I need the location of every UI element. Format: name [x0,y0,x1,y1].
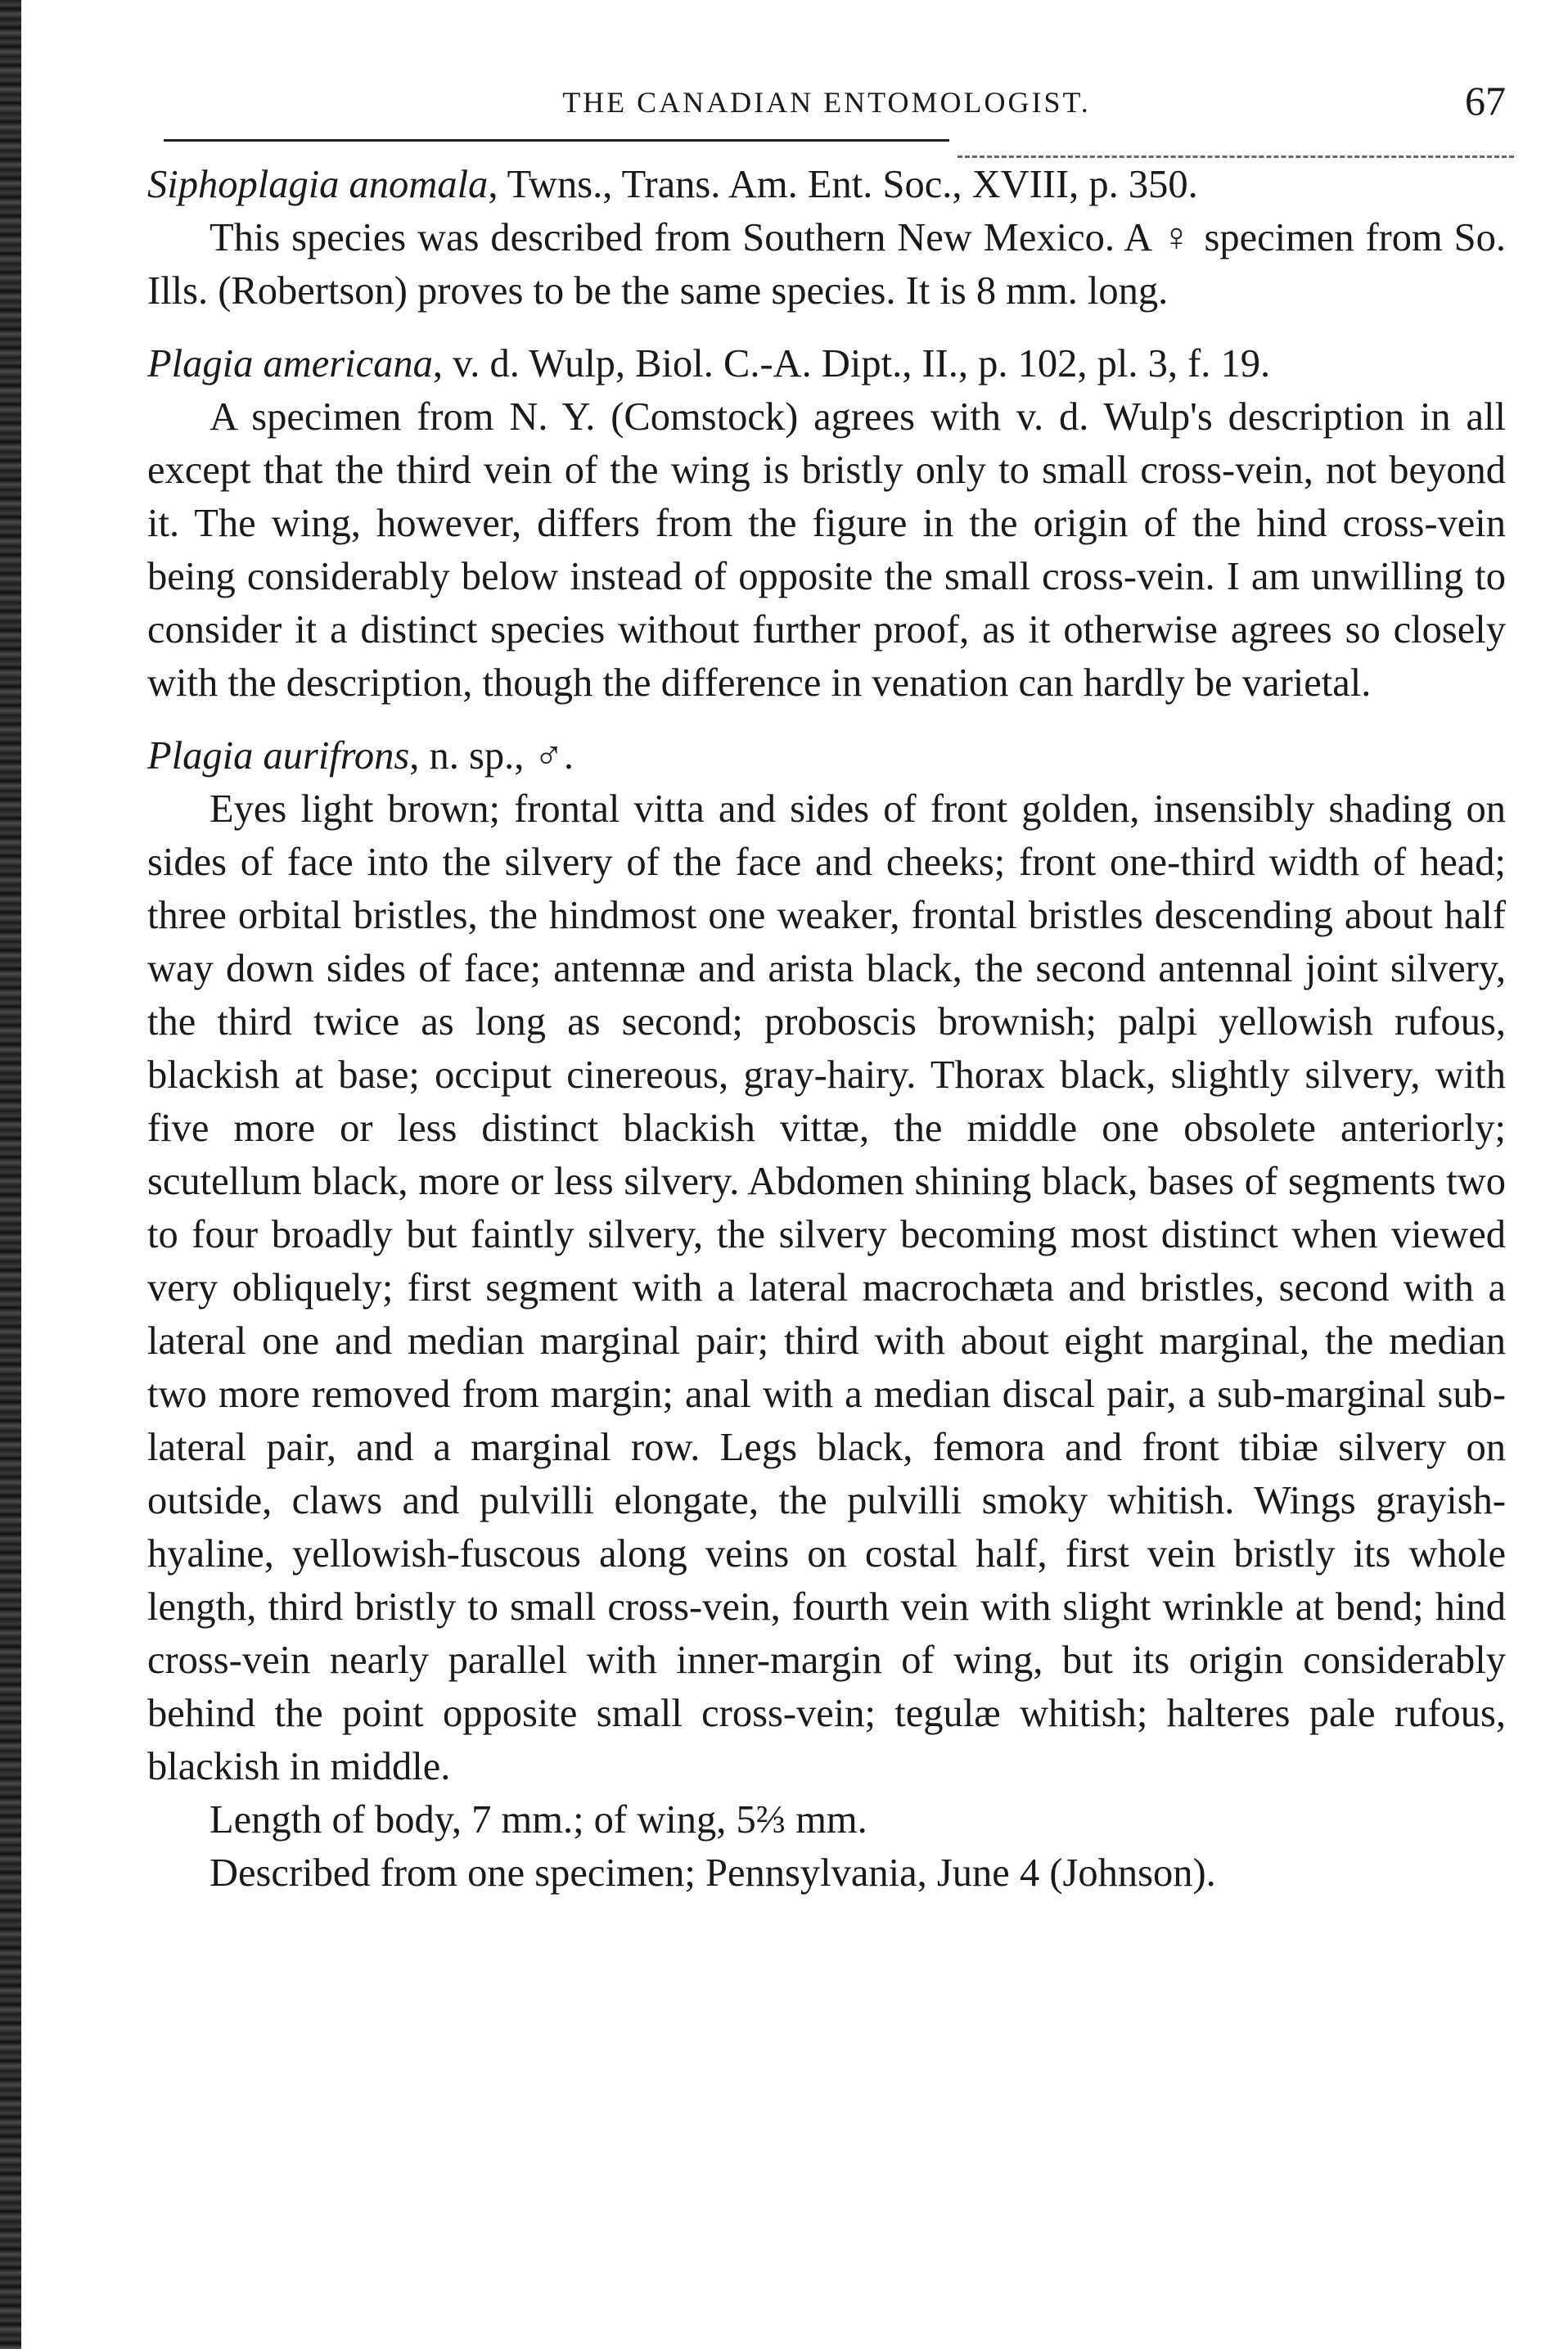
page-number: 67 [1465,78,1506,124]
entry-text-siphoplagia: This species was described from Southern New Mexico. A ♀ specimen from So. Ills. (Robertson) proves to be the same species. It is 8 mm. long. [147,216,1506,313]
header-rule [164,139,949,142]
entry-text-plagia-americana: A specimen from N. Y. (Comstock) agrees with v. d. Wulp's description in all except that the third vein of the wing is bristly only to small cross-vein, not beyond it. The wing, however, differs from the figure in the origin of the hind cross-vein being considerably below instead of opposite the small cross-vein. I am unwilling to consider it a distinct species without further proof, as it otherwise agrees so closely with the description, though the difference in venation can hardly be varietal. [147,395,1506,705]
scan-edge [0,0,21,2349]
entry-heading-plagia-americana [147,337,1506,390]
running-title: THE CANADIAN ENTOMOLOGIST. [562,86,1091,119]
taxon-name: Plagia aurifrons [147,734,410,778]
entry-heading-plagia-aurifrons [147,729,1506,782]
taxon-name: Plagia americana [147,342,433,385]
citation: , v. d. Wulp, Biol. C.-A. Dipt., II., p. 102, pl. 3, f. 19. [432,342,1271,385]
taxon-name: Siphoplagia anomala [147,163,489,206]
length-measurement: Length of body, 7 mm.; of wing, 5⅔ mm. [210,1798,867,1842]
specimen-source: Described from one specimen; Pennsylvania, June 4 (Johnson). [210,1851,1216,1895]
running-head [147,74,1506,139]
species-description: Eyes light brown; frontal vitta and sides of front golden, insensibly shading on sides of face into the silvery of the face and cheeks; front one-third width of head; three orbital bristles, the hindmost one weaker, frontal bristles descending about half way down sides of face; antennæ and arista black, the second antennal joint silvery, the third twice as long as second; proboscis brownish; palpi yellowish rufous, blackish at base; occiput cinereous, gray-hairy. Thorax black, slightly silvery, with five more or less distinct blackish vittæ, the middle one obsolete anteriorly; scutellum black, more or less silvery. Abdomen shining black, bases of segments two to four broadly but faintly silvery, the silvery becoming most distinct when viewed very obliquely; first segment with a lateral macrochæta and bristles, second with a lateral one and median marginal pair; third with about eight marginal, the median two more removed from margin; anal with a median discal pair, a sub-marginal sub-lateral pair, and a marginal row. Legs black, femora and front tibiæ silvery on outside, claws and pulvilli elongate, the pulvilli smoky whitish. Wings grayish-hyaline, yellowish-fuscous along veins on costal half, first vein bristly its whole length, third bristly to small cross-vein, fourth vein with slight wrinkle at bend; hind cross-vein nearly parallel with inner-margin of wing, but its origin considerably behind the point opposite small cross-vein; tegulæ whitish; halteres pale rufous, blackish in middle. [147,787,1506,1788]
entry-heading-siphoplagia [147,158,1506,211]
citation: , n. sp., ♂. [409,734,574,778]
citation: , Twns., Trans. Am. Ent. Soc., XVIII, p. 350. [488,163,1198,206]
header-rule-dashed [957,156,1514,158]
page [147,74,1506,1900]
